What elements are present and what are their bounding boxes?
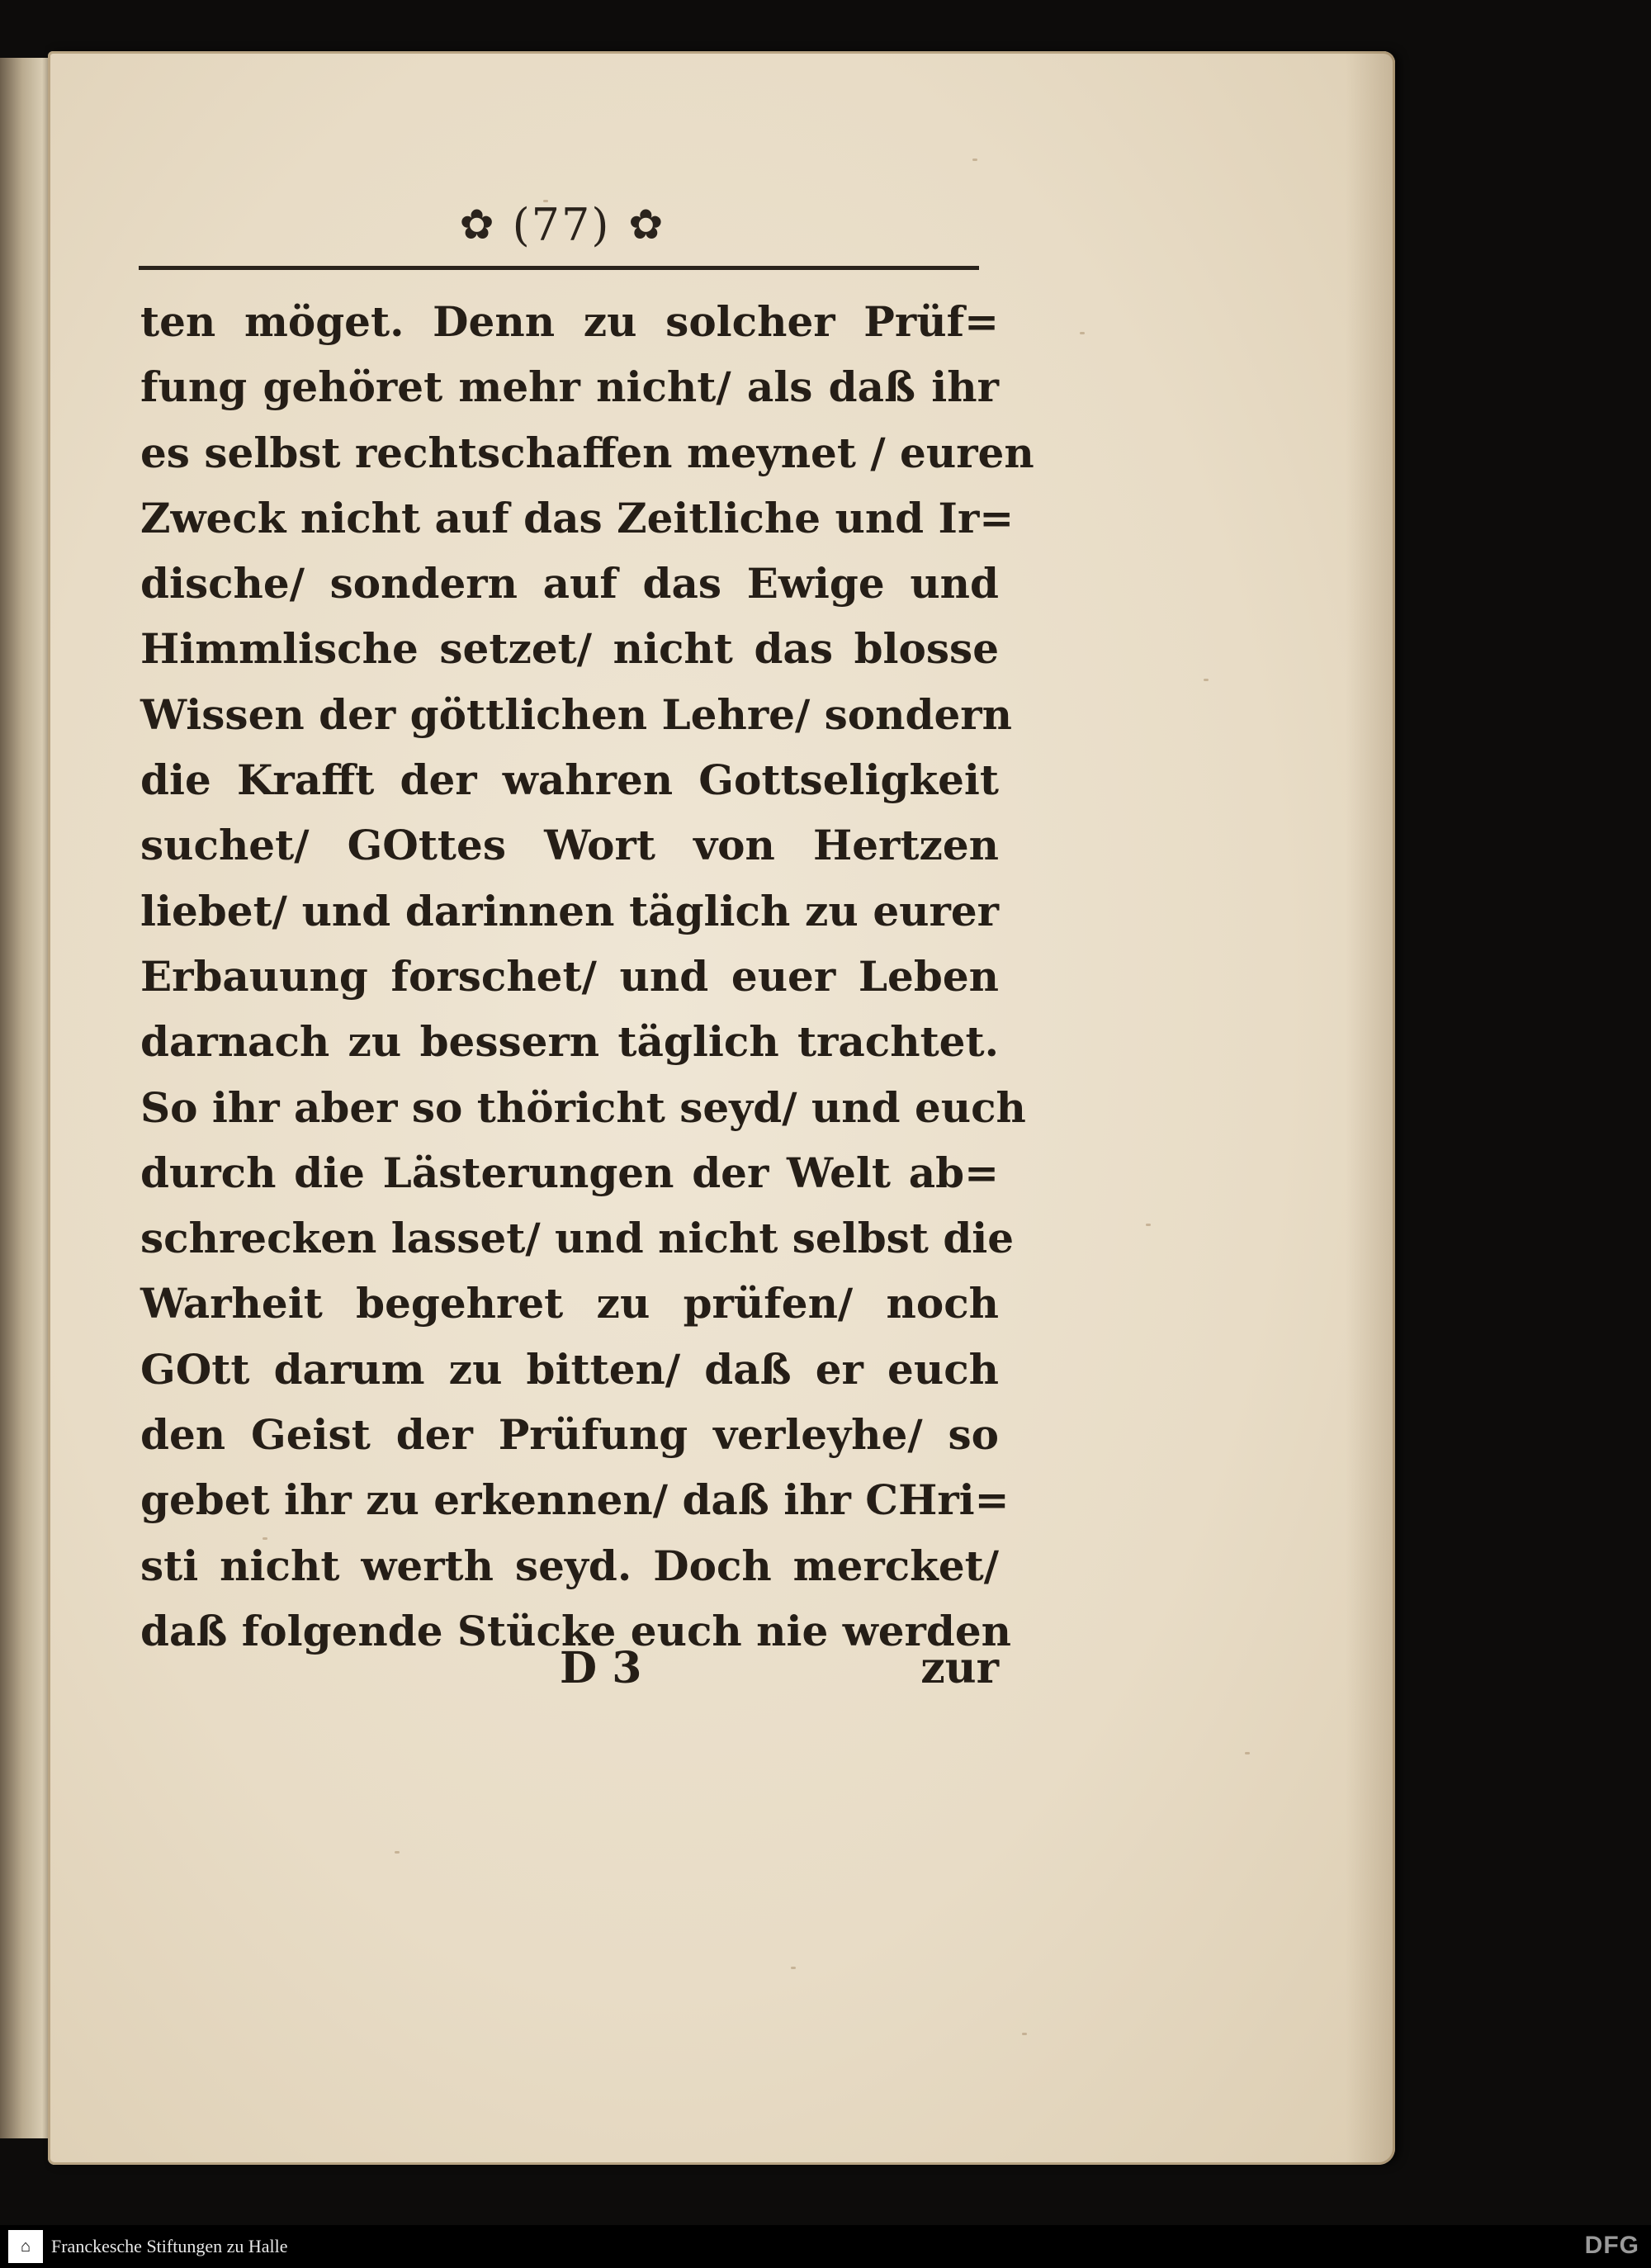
text-line: daß folgende Stücke euch nie werden xyxy=(140,1606,1012,1655)
body-text xyxy=(140,289,1034,1664)
text-line: es selbst rechtschaffen meynet / euren xyxy=(140,428,1034,477)
text-line: GOtt darum zu bitten/ daß er euch xyxy=(140,1344,999,1394)
text-line: dische/ sondern auf das Ewige und xyxy=(140,559,999,608)
text-line: Zweck nicht auf das Zeitliche und Ir= xyxy=(140,493,1015,542)
text-line: Erbauung forschet/ und euer Leben xyxy=(140,951,999,1001)
page-header xyxy=(413,192,710,258)
header-rule xyxy=(139,266,979,270)
page-footer xyxy=(140,1643,999,1709)
dfg-logo: DFG xyxy=(1584,2232,1639,2259)
text-line: Wissen der göttlichen Lehre/ sondern xyxy=(140,689,1012,739)
flower-ornament-icon: ✿ xyxy=(628,201,664,249)
text-line: So ihr aber so thöricht seyd/ und euch xyxy=(140,1082,1026,1132)
text-line: die Krafft der wahren Gottseligkeit xyxy=(140,755,999,805)
page-number: (77) xyxy=(512,198,611,251)
text-line: Himmlische setzet/ nicht das blosse xyxy=(140,624,999,674)
institution-name: Franckesche Stiftungen zu Halle xyxy=(51,2236,288,2256)
text-line: durch die Lästerungen der Welt ab= xyxy=(140,1148,999,1197)
text-line: gebet ihr zu erkennen/ daß ihr CHri= xyxy=(140,1475,1010,1525)
catchword: zur xyxy=(920,1643,999,1693)
text-line: fung gehöret mehr nicht/ als daß ihr xyxy=(140,362,999,412)
text-line: Warheit begehret zu prüfen/ noch xyxy=(140,1279,999,1328)
building-icon: ⌂ xyxy=(8,2230,43,2263)
text-line: liebet/ und darinnen täglich zu eurer xyxy=(140,886,999,935)
viewer-footer-bar xyxy=(0,2225,1651,2268)
text-line: suchet/ GOttes Wort von Hertzen xyxy=(140,821,999,870)
flower-ornament-icon: ✿ xyxy=(459,201,494,249)
signature-mark: D 3 xyxy=(560,1643,642,1693)
text-line: schrecken lasset/ und nicht selbst die xyxy=(140,1214,1015,1263)
text-line: darnach zu bessern täglich trachtet. xyxy=(140,1017,999,1067)
text-line: ten möget. Denn zu solcher Prüf= xyxy=(140,297,999,346)
text-line: sti nicht werth seyd. Doch mercket/ xyxy=(140,1541,999,1590)
text-line: den Geist der Prüfung verleyhe/ so xyxy=(140,1410,999,1460)
